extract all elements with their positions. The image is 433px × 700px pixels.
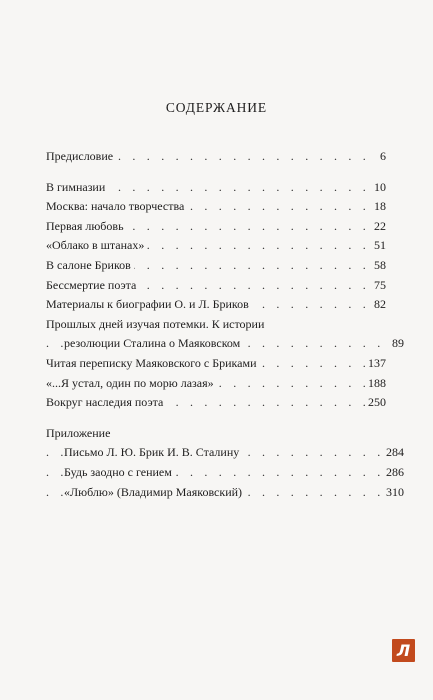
appendix-entry xyxy=(46,443,404,463)
appendix-entry-page: 310 xyxy=(383,483,404,503)
appendix-entry xyxy=(46,483,404,503)
appendix-heading: Приложение xyxy=(46,425,111,440)
toc-entry xyxy=(46,236,386,256)
publisher-logo-icon xyxy=(392,639,415,662)
toc-entry-page: 137 xyxy=(365,354,386,374)
toc-entry-label: Москва: начало творчества xyxy=(46,199,187,213)
page-title: СОДЕРЖАНИЕ xyxy=(165,100,268,115)
toc-entry xyxy=(46,178,386,198)
appendix-entry-page: 284 xyxy=(383,443,404,463)
toc-entry-page: 6 xyxy=(377,147,386,167)
toc-entry-label: резолюции Сталина о Маяковском xyxy=(64,336,243,350)
toc-entry-page: 10 xyxy=(371,178,386,198)
toc-entry xyxy=(46,393,386,413)
publisher-logo-letter: Л xyxy=(396,641,411,660)
toc-entry-page: 82 xyxy=(371,295,386,315)
toc-entry-page: 188 xyxy=(365,374,386,394)
toc-entry-label: Предисловие xyxy=(46,149,116,163)
toc-entry-page: 250 xyxy=(365,393,386,413)
section-gap xyxy=(46,167,386,178)
toc-entry xyxy=(46,295,386,315)
toc-entry-page: 89 xyxy=(389,334,404,354)
toc-entry-page: 22 xyxy=(371,217,386,237)
toc-entry xyxy=(46,334,404,354)
toc-entry xyxy=(46,147,386,167)
toc-entry-page: 75 xyxy=(371,276,386,296)
toc-entry xyxy=(46,256,386,276)
toc-entry-label: Материалы к биографии О. и Л. Бриков xyxy=(46,297,252,311)
toc-entry xyxy=(46,374,386,394)
toc-entry-label: В гимназии xyxy=(46,180,108,194)
appendix-entry xyxy=(46,463,404,483)
appendix-entry-label: «Люблю» (Владимир Маяковский) xyxy=(64,485,245,499)
appendix-entry-label: Будь заодно с гением xyxy=(64,465,175,479)
toc-entry-label-line1: Прошлых дней изучая потемки. К истории xyxy=(46,316,265,331)
appendix-entry-page: 286 xyxy=(383,463,404,483)
section-gap xyxy=(46,413,386,424)
toc-entry-page: 58 xyxy=(371,256,386,276)
toc-entry-page: 18 xyxy=(371,197,386,217)
toc-entry-label: Вокруг наследия поэта xyxy=(46,395,166,409)
appendix-entry-label: Письмо Л. Ю. Брик И. В. Сталину xyxy=(64,445,242,459)
toc-entry xyxy=(46,354,386,374)
toc-entry xyxy=(46,276,386,296)
toc-entry-label: «...Я устал, один по морю лазая» xyxy=(46,376,217,390)
toc-entry-label: «Облако в штанах» xyxy=(46,238,147,252)
toc-entry-label: Бессмертие поэта xyxy=(46,278,139,292)
toc-entry-label: Первая любовь xyxy=(46,219,127,233)
toc-entry-label: В салоне Бриков xyxy=(46,258,134,272)
toc-entry xyxy=(46,217,386,237)
toc-entry-label: Читая переписку Маяковского с Бриками xyxy=(46,356,260,370)
toc-entry xyxy=(46,197,386,217)
table-of-contents xyxy=(46,147,404,502)
toc-entry-page: 51 xyxy=(371,236,386,256)
